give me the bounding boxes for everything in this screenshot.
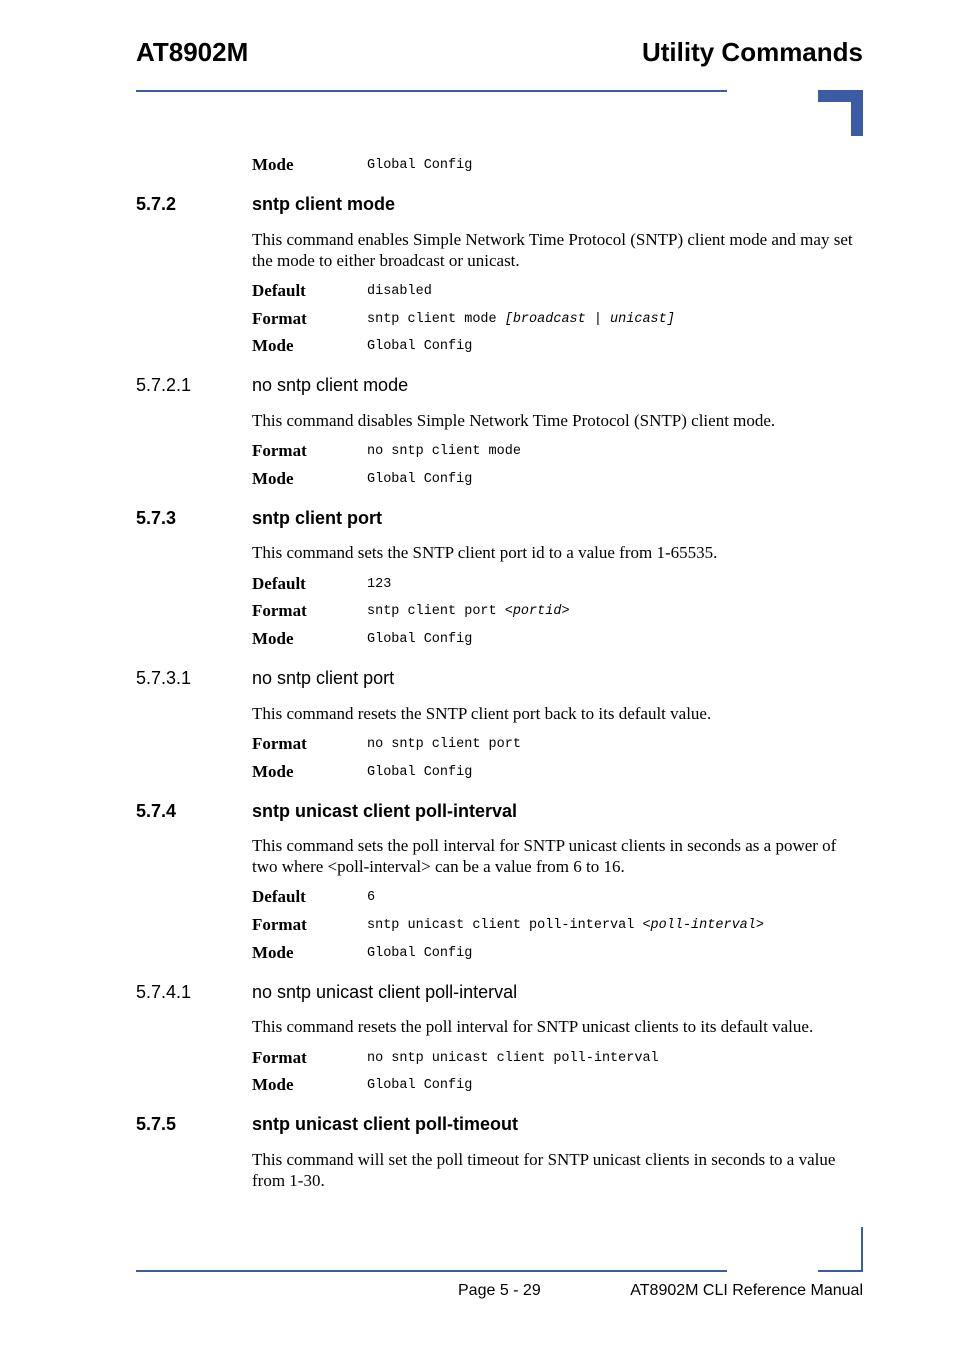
subsection-number: 5.7.3.1 (136, 668, 192, 688)
subsection-title: no sntp client mode (252, 375, 409, 395)
header-chapter: Utility Commands (641, 37, 863, 67)
default-label: Default (252, 281, 306, 300)
section-description: This command resets the poll interval for SNTP unicast clients to its default value. (252, 1017, 814, 1036)
mode-value: Global Config (367, 632, 473, 647)
section-number: 5.7.2 (136, 194, 177, 214)
section-number: 5.7.5 (136, 1114, 177, 1134)
mode-label: Mode (252, 1075, 294, 1094)
header-rule (136, 90, 727, 92)
format-value: no sntp client mode (367, 444, 521, 459)
mode-label: Mode (252, 943, 294, 962)
section-title: sntp unicast client poll-interval (252, 801, 518, 821)
format-value (367, 602, 570, 622)
mode-label: Mode (252, 629, 294, 648)
format-label: Format (252, 915, 307, 934)
format-label: Format (252, 734, 307, 753)
format-command: sntp client mode (367, 312, 505, 327)
default-value: disabled (367, 284, 432, 299)
format-argument: <poll-interval> (642, 918, 764, 933)
section-description: This command enables Simple Network Time Protocol (SNTP) client mode and may set the mode to either broadcast or unicast. (252, 230, 853, 270)
default-value: 6 (367, 890, 376, 905)
mode-label: Mode (252, 762, 294, 781)
format-label: Format (252, 1048, 307, 1067)
subsection-number: 5.7.2.1 (136, 375, 192, 395)
format-command: sntp client port (367, 604, 505, 619)
mode-label: Mode (252, 336, 294, 355)
section-description: This command disables Simple Network Time Protocol (SNTP) client mode. (252, 411, 776, 430)
subsection-number: 5.7.4.1 (136, 982, 192, 1002)
mode-value: Global Config (367, 946, 473, 961)
mode-value: Global Config (367, 339, 473, 354)
section-number: 5.7.4 (136, 801, 177, 821)
footer-rule (136, 1270, 727, 1272)
format-argument: <portid> (504, 604, 570, 619)
format-label: Format (252, 441, 307, 460)
mode-value: Global Config (367, 765, 473, 780)
subsection-title: no sntp client port (252, 668, 395, 688)
section-description: This command resets the SNTP client port back to its default value. (252, 704, 712, 723)
page-number: Page 5 - 29 (458, 1282, 541, 1299)
format-argument: [broadcast | unicast] (504, 312, 675, 327)
subsection-title: no sntp unicast client poll-interval (252, 982, 518, 1002)
mode-value: Global Config (367, 158, 473, 173)
mode-label: Mode (252, 155, 294, 174)
format-value: no sntp client port (367, 737, 521, 752)
format-value: no sntp unicast client poll-interval (367, 1051, 659, 1066)
default-label: Default (252, 887, 306, 906)
section-number: 5.7.3 (136, 508, 177, 528)
section-title: sntp client mode (252, 194, 396, 214)
mode-label: Mode (252, 469, 294, 488)
corner-decoration-top (818, 90, 863, 136)
mode-value: Global Config (367, 1078, 473, 1093)
default-value: 123 (367, 577, 392, 592)
section-title: sntp unicast client poll-timeout (252, 1114, 519, 1134)
mode-value: Global Config (367, 472, 473, 487)
default-label: Default (252, 574, 306, 593)
format-command: sntp unicast client poll-interval (367, 918, 643, 933)
section-description: This command sets the SNTP client port id to a value from 1-65535. (252, 543, 718, 562)
manual-title: AT8902M CLI Reference Manual (630, 1282, 863, 1299)
section-description: This command sets the poll interval for SNTP unicast clients in seconds as a power of two where <poll-interval> can be a value from 6 to 16. (252, 836, 837, 876)
format-value (367, 916, 764, 936)
corner-decoration-bottom (818, 1227, 863, 1272)
section-title: sntp client port (252, 508, 382, 528)
section-description: This command will set the poll timeout for SNTP unicast clients in seconds to a value from 1-30. (252, 1150, 836, 1190)
format-value (367, 310, 675, 330)
format-label: Format (252, 309, 307, 328)
header-product: AT8902M (136, 37, 249, 67)
format-label: Format (252, 601, 307, 620)
